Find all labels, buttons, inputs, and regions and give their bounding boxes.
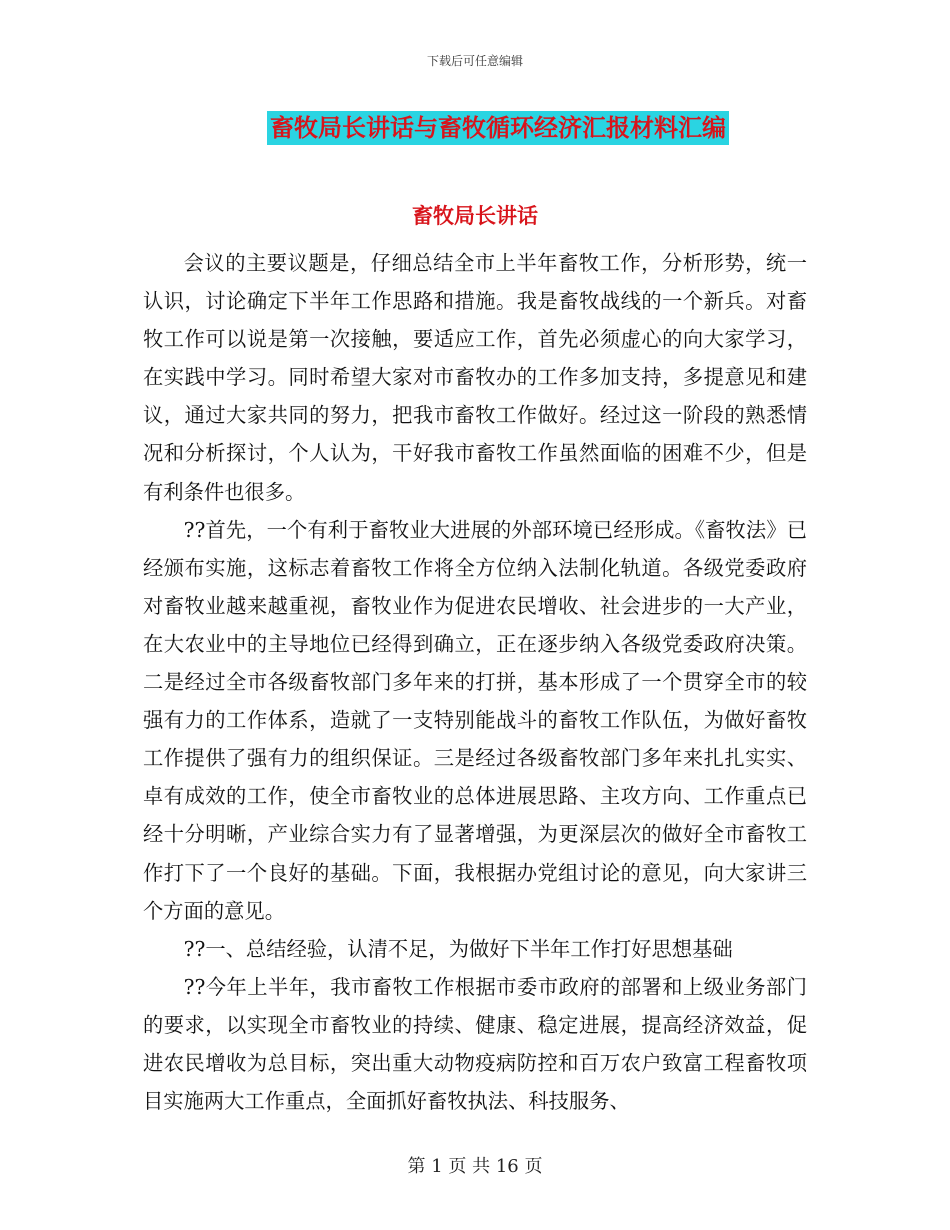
header-note: 下载后可任意编辑 xyxy=(426,54,523,68)
section-title: 畜牧局长讲话 xyxy=(412,204,538,228)
paragraph: 会议的主要议题是，仔细总结全市上半年畜牧工作，分析形势，统一认识，讨论确定下半年工作思路和措施。我是畜牧战线的一个新兵。对畜牧工作可以说是第一次接触，要适应工作，首先必须虚心的向大家学习，在实践中学习。同时希望大家对市畜牧办的工作多加支持，多提意见和建议，通过大家共同的努力，把我市畜牧工作做好。经过这一阶段的熟悉情况和分析探讨，个人认为，干好我市畜牧工作虽然面临的困难不少，但是有利条件也很多。 xyxy=(143,251,807,504)
body-text xyxy=(143,244,807,1120)
paragraph: ??首先，一个有利于畜牧业大进展的外部环境已经形成。《畜牧法》已经颁布实施，这标志着畜牧工作将全方位纳入法制化轨道。各级党委政府对畜牧业越来越重视，畜牧业作为促进农民增收、社会进步的一大产业，在大农业中的主导地位已经得到确立，正在逐步纳入各级党委政府决策。二是经过全市各级畜牧部门多年来的打拼，基本形成了一个贯穿全市的较强有力的工作体系，造就了一支特别能战斗的畜牧工作队伍，为做好畜牧工作提供了强有力的组织保证。三是经过各级畜牧部门多年来扎扎实实、卓有成效的工作，使全市畜牧业的总体进展思路、主攻方向、工作重点已经十分明晰，产业综合实力有了显著增强，为更深层次的做好全市畜牧工作打下了一个良好的基础。下面，我根据办党组讨论的意见，向大家讲三个方面的意见。 xyxy=(143,517,807,923)
paragraph: ??今年上半年，我市畜牧工作根据市委市政府的部署和上级业务部门的要求，以实现全市畜牧业的持续、健康、稳定进展，提高经济效益，促进农民增收为总目标，突出重大动物疫病防控和百万农户致富工程畜牧项目实施两大工作重点，全面抓好畜牧执法、科技服务、 xyxy=(143,974,807,1114)
paragraph: ??一、总结经验，认清不足，为做好下半年工作打好思想基础 xyxy=(183,936,733,961)
document-title xyxy=(0,111,950,145)
page-footer: 第 1 页 共 16 页 xyxy=(407,1156,543,1177)
document-title-text: 畜牧局长讲话与畜牧循环经济汇报材料汇编 xyxy=(267,111,729,145)
